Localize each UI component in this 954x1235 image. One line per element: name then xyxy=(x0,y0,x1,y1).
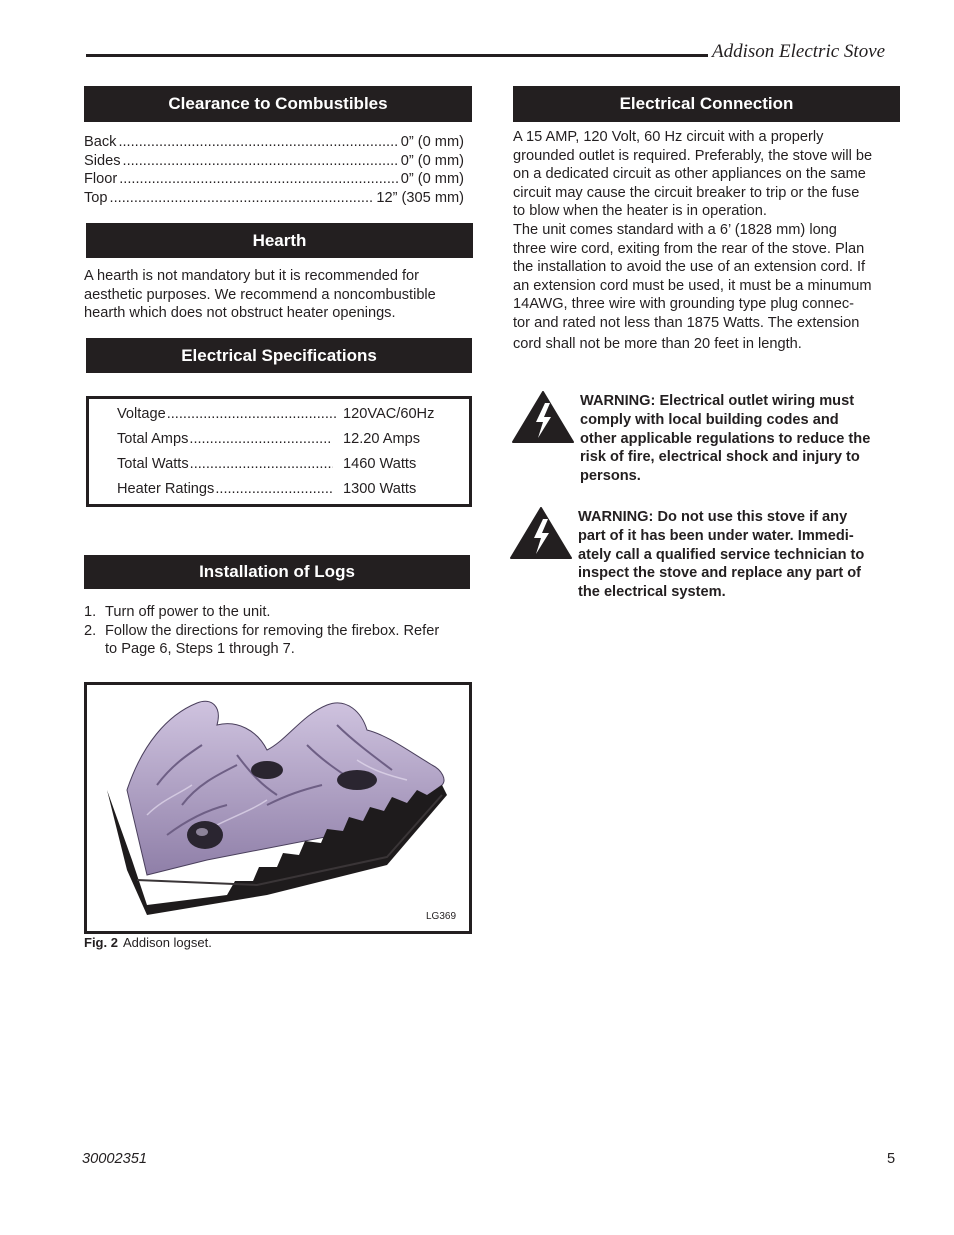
spec-value: 120VAC/60Hz xyxy=(343,406,435,422)
spec-value: 1300 Watts xyxy=(343,481,417,497)
specs-heading: Electrical Specifications xyxy=(86,338,472,373)
electrical-line: an extension cord must be used, it must be a minumum xyxy=(513,277,872,294)
electrical-line: three wire cord, exiting from the rear of the stove. Plan xyxy=(513,240,865,257)
electrical-line: on a dedicated circuit as other appliances on the same xyxy=(513,166,866,183)
clearance-value: 0” (0 mm) xyxy=(400,134,464,150)
spec-row-voltage xyxy=(117,406,435,422)
clearance-row-back xyxy=(84,133,464,152)
electrical-line: tor and rated not less than 1875 Watts. The extension xyxy=(513,314,860,331)
clearance-value: 12” (305 mm) xyxy=(376,189,464,206)
electrical-paragraph xyxy=(513,128,908,353)
electrical-line: 14AWG, three wire with grounding type plug connec- xyxy=(513,296,854,313)
specs-table xyxy=(86,396,472,507)
clearance-value: 0” (0 mm) xyxy=(400,152,464,169)
hearth-line: aesthetic purposes. We recommend a noncombustible xyxy=(84,286,436,303)
document-number: 30002351 xyxy=(82,1151,147,1167)
hearth-line: hearth which does not obstruct heater openings. xyxy=(84,305,396,322)
spec-row-ratings xyxy=(117,481,417,497)
electrical-heading: Electrical Connection xyxy=(513,86,900,122)
header-rule xyxy=(86,54,708,57)
figure-label: Fig. 2 xyxy=(84,935,118,950)
figure-caption xyxy=(84,935,212,950)
warning-shock-icon xyxy=(512,391,574,443)
electrical-line: grounded outlet is required. Preferably, the stove will be xyxy=(513,147,873,164)
page-number: 5 xyxy=(887,1151,896,1167)
electrical-line: to blow when the heater is in operation. xyxy=(513,203,767,220)
logs-step: 2. Follow the directions for removing the firebox. Refer to Page 6, Steps 1 through 7. xyxy=(84,622,440,658)
electrical-line: circuit may cause the circuit breaker to trip or the fuse xyxy=(513,184,860,201)
clearance-table xyxy=(84,133,464,207)
warning-water-damage: WARNING: Do not use this stove if any part of it has been under water. Immedi- ately call a qualified service technician to inspect the stove and replace any part of the electrical system. xyxy=(578,509,865,601)
running-header-title: Addison Electric Stove xyxy=(712,41,886,62)
warning-outlet-wiring: WARNING: Electrical outlet wiring must comply with local building codes and other applicable regulations to reduce the risk of fire, electrical shock and injury to persons. xyxy=(580,393,871,485)
clearance-label: Back xyxy=(84,134,117,150)
electrical-line: A 15 AMP, 120 Volt, 60 Hz circuit with a properly xyxy=(513,129,824,145)
spec-value: 1460 Watts xyxy=(343,456,417,472)
spec-label: Voltage xyxy=(117,406,166,422)
logs-step: 1. Turn off power to the unit. xyxy=(84,604,271,620)
logset-illustration xyxy=(87,685,469,931)
electrical-line: the installation to avoid the use of an extension cord. If xyxy=(513,259,866,276)
clearance-label: Floor xyxy=(84,171,118,188)
clearance-row-sides xyxy=(84,152,464,171)
logset-photo xyxy=(84,682,472,934)
spec-row-watts xyxy=(117,456,417,472)
logs-heading: Installation of Logs xyxy=(84,555,470,589)
hearth-paragraph xyxy=(84,267,474,323)
clearance-label: Sides xyxy=(84,152,121,169)
clearance-row-top xyxy=(84,189,464,208)
warning-shock-icon xyxy=(510,507,572,559)
hearth-line: A hearth is not mandatory but it is recommended for xyxy=(84,268,420,284)
spec-row-amps xyxy=(117,431,421,447)
clearance-row-floor xyxy=(84,170,464,189)
electrical-line: The unit comes standard with a 6’ (1828 mm) long xyxy=(513,221,837,238)
clearance-value: 0” (0 mm) xyxy=(400,171,464,188)
spec-label: Total Amps xyxy=(117,431,189,447)
clearance-heading: Clearance to Combustibles xyxy=(84,86,472,122)
clearance-label: Top xyxy=(84,189,108,206)
hearth-heading: Hearth xyxy=(86,223,473,258)
spec-label: Total Watts xyxy=(117,456,189,472)
spec-value: 12.20 Amps xyxy=(343,431,421,447)
spec-label: Heater Ratings xyxy=(117,481,215,497)
electrical-line: cord shall not be more than 20 feet in length. xyxy=(513,335,802,352)
logs-steps xyxy=(84,603,474,659)
photo-code: LG369 xyxy=(426,911,457,922)
figure-caption-text: Addison logset. xyxy=(122,935,212,950)
